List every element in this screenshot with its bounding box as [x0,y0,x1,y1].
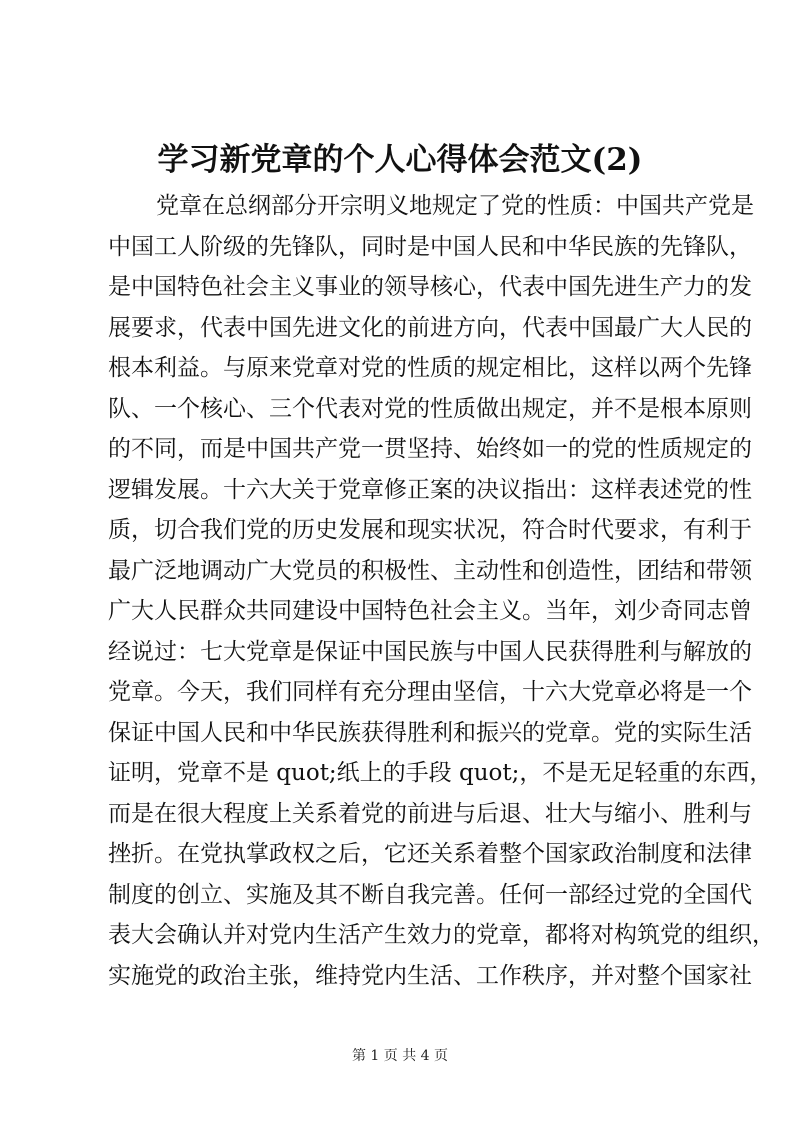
paragraph-line: 证明，党章不是 quot;纸上的手段 quot;，不是无足轻重的东西， [108,760,773,786]
paragraph-line: 质，切合我们党的历史发展和现实状况，符合时代要求，有利于 [108,517,752,543]
paragraph-line: 队、一个核心、三个代表对党的性质做出规定，并不是根本原则 [108,395,752,422]
paragraph-line: 最广泛地调动广大党员的积极性、主动性和创造性，团结和带领 [108,557,752,584]
paragraph-line: 根本利益。与原来党章对党的性质的规定相比，这样以两个先锋 [108,355,752,381]
paragraph-line: 党章。今天，我们同样有充分理由坚信，十六大党章必将是一个 [108,679,752,705]
paragraph-line: 经说过：七大党章是保证中国民族与中国人民获得胜利与解放的 [108,638,752,665]
body-paragraph [108,186,775,996]
paragraph-line: 制度的创立、实施及其不断自我完善。任何一部经过党的全国代 [108,881,752,908]
paragraph-line: 实施党的政治主张，维持党内生活、工作秩序，并对整个国家社 [108,962,752,989]
paragraph-line: 表大会确认并对党内生活产生效力的党章，都将对构筑党的组织， [108,922,775,948]
paragraph-line: 而是在很大程度上关系着党的前进与后退、壮大与缩小、胜利与 [108,800,752,827]
paragraph-line: 广大人民群众共同建设中国特色社会主义。当年，刘少奇同志曾 [108,598,752,624]
paragraph-line: 中国工人阶级的先锋队，同时是中国人民和中华民族的先锋队， [108,233,752,260]
paragraph-line: 逻辑发展。十六大关于党章修正案的决议指出：这样表述党的性 [108,476,752,503]
page-footer: 第 1 页 共 4 页 [351,1048,449,1064]
paragraph-line: 的不同，而是中国共产党一贯坚持、始终如一的党的性质规定的 [108,436,752,462]
paragraph-line: 党章在总纲部分开宗明义地规定了党的性质：中国共产党是 [156,193,754,219]
paragraph-line: 是中国特色社会主义事业的领导核心，代表中国先进生产力的发 [108,274,752,300]
document-title: 学习新党章的个人心得体会范文(2) [157,142,643,178]
paragraph-line: 展要求，代表中国先进文化的前进方向，代表中国最广大人民的 [108,314,752,341]
paragraph-line: 挫折。在党执掌政权之后，它还关系着整个国家政治制度和法律 [108,841,752,867]
paragraph-line: 保证中国人民和中华民族获得胜利和振兴的党章。党的实际生活 [108,719,752,746]
